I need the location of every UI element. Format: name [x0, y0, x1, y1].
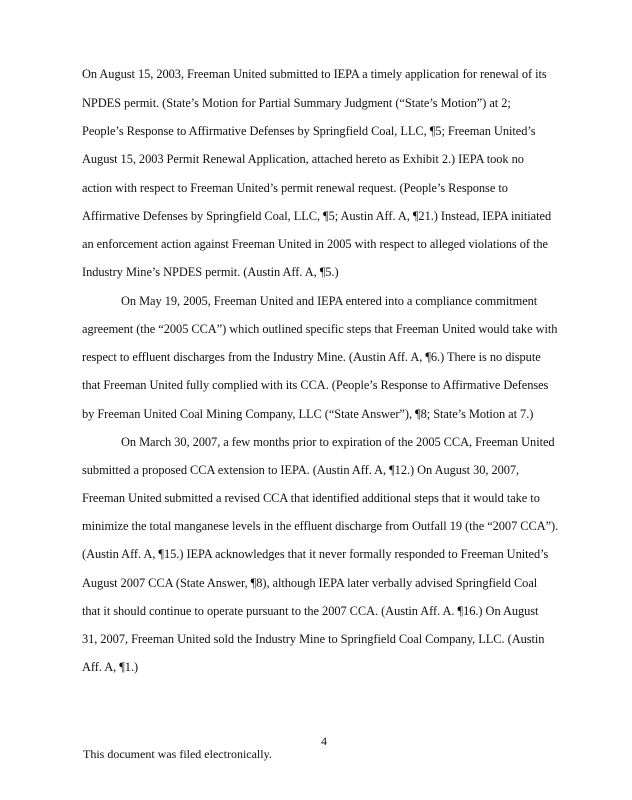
text-line: Freeman United submitted a revised CCA that identified additional steps that it would take to: [82, 491, 540, 505]
text-line: People’s Response to Affirmative Defenses by Springfield Coal, LLC, ¶5; Freeman United’s: [82, 124, 536, 138]
text-line: On May 19, 2005, Freeman United and IEPA entered into a compliance commitment: [121, 294, 538, 308]
text-line: that Freeman United fully complied with its CCA. (People’s Response to Affirmative Defenses: [82, 378, 549, 392]
text-line: On March 30, 2007, a few months prior to expiration of the 2005 CCA, Freeman United: [121, 435, 555, 449]
page-number: 4: [321, 734, 327, 748]
text-line: an enforcement action against Freeman United in 2005 with respect to alleged violations of the: [82, 237, 549, 251]
text-line: that it should continue to operate pursuant to the 2007 CCA. (Austin Aff. A. ¶16.) On August: [82, 604, 539, 618]
text-line: NPDES permit. (State’s Motion for Partial Summary Judgment (“State’s Motion”) at 2;: [82, 96, 511, 110]
text-line: August 2007 CCA (State Answer, ¶8), although IEPA later verbally advised Springfield Coal: [82, 576, 538, 590]
text-line: agreement (the “2005 CCA”) which outlined specific steps that Freeman United would take with: [82, 322, 558, 336]
text-line: Aff. A, ¶1.): [82, 660, 139, 674]
text-line: by Freeman United Coal Mining Company, LLC (“State Answer”), ¶8; State’s Motion at 7.): [82, 407, 534, 421]
text-line: August 15, 2003 Permit Renewal Application, attached hereto as Exhibit 2.) IEPA took no: [82, 152, 524, 166]
text-line: respect to effluent discharges from the Industry Mine. (Austin Aff. A, ¶6.) There is no dispute: [82, 350, 541, 364]
text-line: Industry Mine’s NPDES permit. (Austin Aff. A, ¶5.): [82, 265, 339, 279]
text-line: minimize the total manganese levels in the effluent discharge from Outfall 19 (the “2007 CCA”).: [82, 519, 559, 533]
text-line: Affirmative Defenses by Springfield Coal, LLC, ¶5; Austin Aff. A, ¶21.) Instead, IEPA initiated: [82, 209, 552, 223]
text-line: submitted a proposed CCA extension to IEPA. (Austin Aff. A, ¶12.) On August 30, 2007,: [82, 463, 520, 477]
footer-filing-notice: This document was filed electronically.: [83, 747, 272, 761]
text-line: 31, 2007, Freeman United sold the Industry Mine to Springfield Coal Company, LLC. (Austin: [82, 632, 545, 646]
text-line: (Austin Aff. A, ¶15.) IEPA acknowledges that it never formally responded to Freeman United’s: [82, 547, 549, 561]
text-line: On August 15, 2003, Freeman United submitted to IEPA a timely application for renewal of its: [82, 67, 547, 81]
text-line: action with respect to Freeman United’s permit renewal request. (People’s Response to: [82, 181, 508, 195]
